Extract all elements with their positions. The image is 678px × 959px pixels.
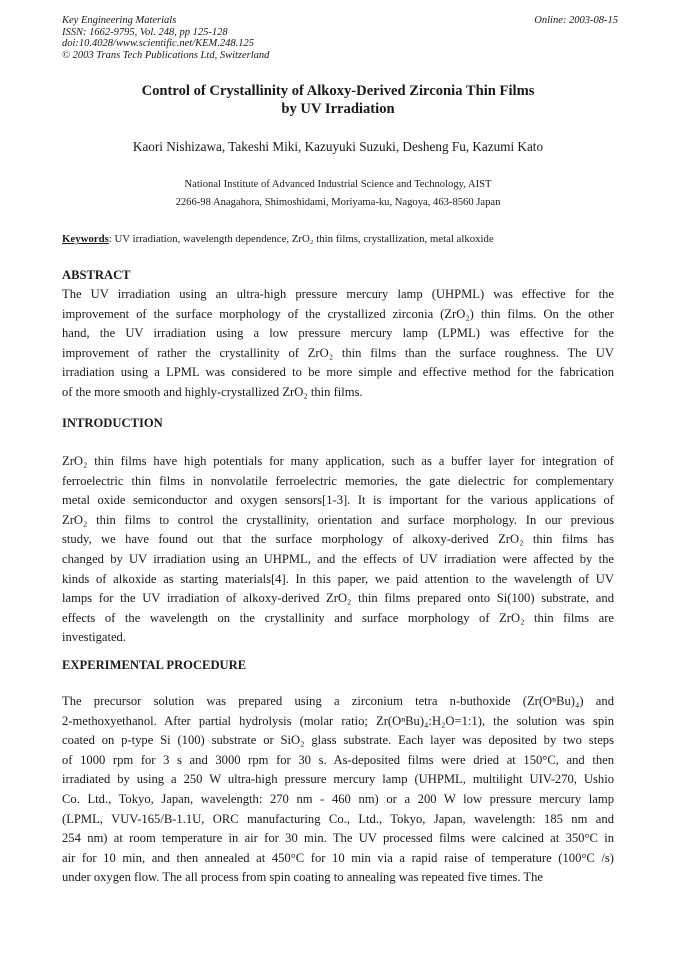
experimental-body (62, 692, 614, 888)
author-list: Kaori Nishizawa, Takeshi Miki, Kazuyuki Suzuki, Desheng Fu, Kazumi Kato (132, 139, 544, 154)
text-line: metal oxide semiconductor and oxygen sensors[1-3]. It is important for the various applications of (62, 493, 614, 508)
text-line: Co. Ltd., Tokyo, Japan, wavelength: 270 nm - 460 nm) or a 200 W low pressure mercury lamp (62, 791, 614, 806)
text-line: The precursor solution was prepared using a zirconium tetra n-buthoxide (Zr(OⁿBu)₄) and (62, 694, 614, 708)
text-line: of the more smooth and highly-crystallized ZrO₂ thin films. (62, 384, 363, 399)
title-line-1: Control of Crystallinity of Alkoxy-Derived Zirconia Thin Films (141, 83, 535, 99)
text-line: changed by UV irradiation using an UHPML, and the effects of UV irradiation were affected by the (62, 551, 614, 566)
text-line: study, we have found out that the surface morphology of alkoxy-derived ZrO₂ thin films has (62, 532, 614, 547)
text-line: kinds of alkoxide as starting materials[4]. In this paper, we paid attention to the wavelength of UV (62, 571, 614, 586)
doi-line: doi:10.4028/www.scientific.net/KEM.248.125 (62, 38, 254, 50)
online-date: Online: 2003-08-15 (534, 15, 618, 26)
text-line: (LPML, VUV-165/B-1.1U, ORC manufacturing Co., Ltd., Tokyo, Japan, wavelength: 185 nm and (62, 811, 614, 826)
paper-title (62, 82, 614, 118)
text-line: hand, the UV irradiation using a low pressure mercury lamp (LPML) was effective for the (62, 326, 614, 341)
text-line: effects of the wavelength on the crystallinity and surface morphology of ZrO₂ thin films are (62, 610, 614, 625)
text-line: 254 nm) at room temperature in air for 30 min. The UV processed films were calcined at 350°C in (62, 831, 614, 846)
text-line: lamps for the UV irradiation of alkoxy-derived ZrO₂ thin films prepared onto Si(100) substrate, and (62, 591, 614, 606)
text-line: irradiation using a LPML was considered to be more simple and effective method for the fabrication (62, 365, 614, 380)
text-line: air for 10 min, and then annealed at 450°C for 10 min via a rapid raise of temperature (100°C /s) (62, 850, 614, 865)
text-line: ferroelectric thin films in nonvolatile ferroelectric memories, the gate dielectric for complementary (62, 473, 614, 488)
experimental-heading: EXPERIMENTAL PROCEDURE (62, 658, 247, 672)
text-line: ZrO₂ thin films have high potentials for many application, such as a buffer layer for integration of (62, 454, 614, 468)
abstract-body (62, 285, 614, 403)
copyright-line: © 2003 Trans Tech Publications Ltd, Switzerland (62, 49, 270, 61)
title-line-2: by UV Irradiation (281, 101, 395, 117)
issn-line: ISSN: 1662-9795, Vol. 248, pp 125-128 (62, 26, 228, 38)
journal-header (62, 15, 618, 61)
keywords-label: Keywords (62, 233, 109, 245)
text-line: The UV irradiation using an ultra-high pressure mercury lamp (UHPML) was effective for the (62, 287, 614, 301)
text-line: ZrO₂ thin films to control the crystallinity, orientation and surface morphology. In our previous (62, 512, 614, 527)
text-line: irradiated by using a 250 W ultra-high pressure mercury lamp (UHPML, multilight UIV-270, Ushio (62, 772, 614, 787)
affiliation-line-1: National Institute of Advanced Industrial Science and Technology, AIST (184, 179, 492, 190)
text-line: under oxygen flow. The all process from spin coating to annealing was repeated five times. The (62, 870, 543, 885)
text-line: coated on p-type Si (100) substrate or SiO₂ glass substrate. Each layer was deposited by two steps (62, 733, 614, 748)
text-line: improvement of the surface morphology of the crystallized zirconia (ZrO₂) thin films. On the other (62, 306, 614, 321)
introduction-body (62, 452, 614, 648)
text-line: investigated. (62, 630, 127, 645)
text-line: 2-methoxyethanol. After partial hydrolysis (molar ratio; Zr(OⁿBu)₄:H₂O=1:1), the solution was spin (62, 713, 614, 728)
introduction-heading: INTRODUCTION (62, 416, 163, 430)
keywords-text: : UV irradiation, wavelength dependence, ZrO₂ thin films, crystallization, metal alkoxide (108, 233, 494, 245)
keywords (62, 233, 614, 245)
abstract-heading: ABSTRACT (62, 268, 131, 282)
text-line: improvement of rather the crystallinity of ZrO₂ thin films than the surface roughness. The UV (62, 345, 614, 360)
affiliation-line-2: 2266-98 Anagahora, Shimoshidami, Moriyama-ku, Nagoya, 463-8560 Japan (175, 196, 501, 208)
text-line: of 1000 rpm for 3 s and 3000 rpm for 30 s. As-deposited films were dried at 150°C, and then (62, 752, 614, 767)
affiliation (62, 176, 614, 211)
journal-name: Key Engineering Materials (62, 15, 177, 26)
